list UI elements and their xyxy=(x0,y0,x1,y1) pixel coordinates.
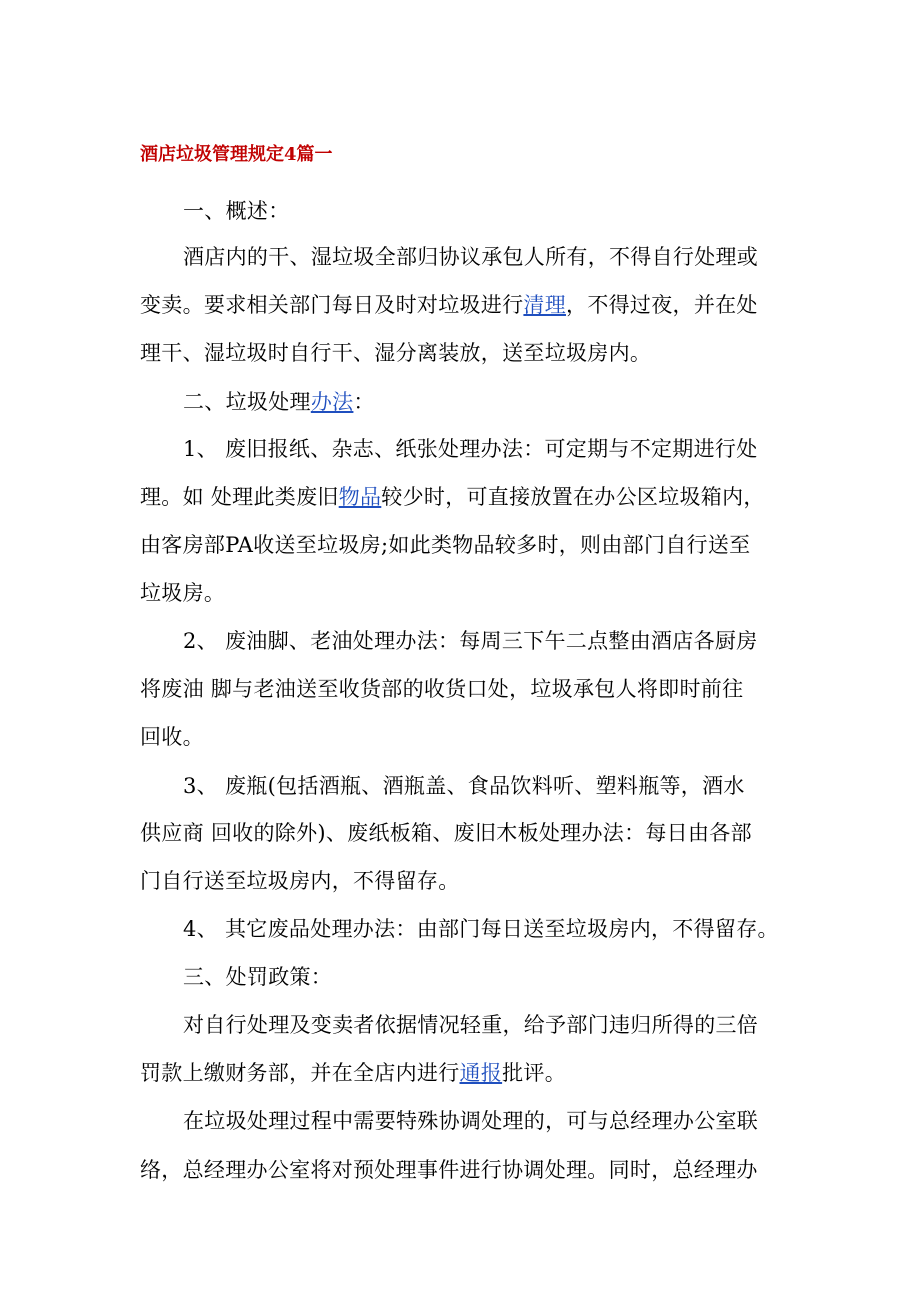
paragraph-line: 由客房部PA收送至垃圾房;如此类物品较多时，则由部门自行送至 xyxy=(140,533,751,557)
item-number: 4、 xyxy=(183,917,218,941)
section-heading-methods xyxy=(183,387,375,417)
list-item-2 xyxy=(183,626,758,656)
text-span: ： xyxy=(353,390,375,414)
link-cleanup[interactable]: 清理 xyxy=(523,293,567,317)
paragraph-line xyxy=(140,1058,566,1088)
paragraph-line: 门自行送至垃圾房内，不得留存。 xyxy=(140,869,460,893)
paragraph-line: 将废油 脚与老油送至收货部的收货口处，垃圾承包人将即时前往 xyxy=(140,677,744,701)
text-span: 其它废品处理办法：由部门每日送至垃圾房内，不得留存。 xyxy=(225,917,779,941)
paragraph-line xyxy=(140,290,758,320)
document-title: 酒店垃圾管理规定4篇一 xyxy=(140,144,333,165)
paragraph-line xyxy=(140,482,765,512)
item-number: 3、 xyxy=(183,774,218,798)
list-item-3 xyxy=(183,771,745,801)
text-span: 变卖。要求相关部门每日及时对垃圾进行 xyxy=(140,293,524,317)
link-items[interactable]: 物品 xyxy=(338,485,382,509)
item-number: 2、 xyxy=(183,629,218,653)
link-notice[interactable]: 通报 xyxy=(459,1061,503,1085)
paragraph-line: 对自行处理及变卖者依据情况轻重，给予部门违归所得的三倍 xyxy=(183,1013,759,1037)
text-span: 废油脚、老油处理办法：每周三下午二点整由酒店各厨房 xyxy=(225,629,758,653)
section-heading-penalties: 三、处罚政策： xyxy=(183,965,333,989)
paragraph-line: 酒店内的干、湿垃圾全部归协议承包人所有，不得自行处理或 xyxy=(183,245,759,269)
item-number: 1、 xyxy=(183,437,218,461)
paragraph-line: 回收。 xyxy=(140,725,204,749)
paragraph-line: 络，总经理办公室将对预处理事件进行协调处理。同时，总经理办 xyxy=(140,1158,758,1182)
paragraph-line: 在垃圾处理过程中需要特殊协调处理的，可与总经理办公室联 xyxy=(183,1109,759,1133)
text-span: 批评。 xyxy=(502,1061,567,1085)
section-heading-overview: 一、概述： xyxy=(183,199,290,223)
text-span: 较少时，可直接放置在办公区垃圾箱内， xyxy=(381,485,765,509)
text-span: 二、垃圾处理 xyxy=(183,390,311,414)
paragraph-line: 理干、湿垃圾时自行干、湿分离装放，送至垃圾房内。 xyxy=(140,341,652,365)
text-span: 理。如 处理此类废旧 xyxy=(140,485,339,509)
text-span: ，不得过夜，并在处 xyxy=(566,293,758,317)
text-span: 废旧报纸、杂志、纸张处理办法：可定期与不定期进行处 xyxy=(225,437,758,461)
link-methods[interactable]: 办法 xyxy=(310,390,354,414)
text-span: 废瓶(包括酒瓶、酒瓶盖、食品饮料听、塑料瓶等，酒水 xyxy=(225,774,745,798)
paragraph-line: 垃圾房。 xyxy=(140,581,226,605)
paragraph-line: 供应商 回收的除外)、废纸板箱、废旧木板处理办法：每日由各部 xyxy=(140,821,752,845)
list-item-1 xyxy=(183,434,758,464)
text-span: 罚款上缴财务部，并在全店内进行 xyxy=(140,1061,460,1085)
list-item-4 xyxy=(183,914,779,944)
